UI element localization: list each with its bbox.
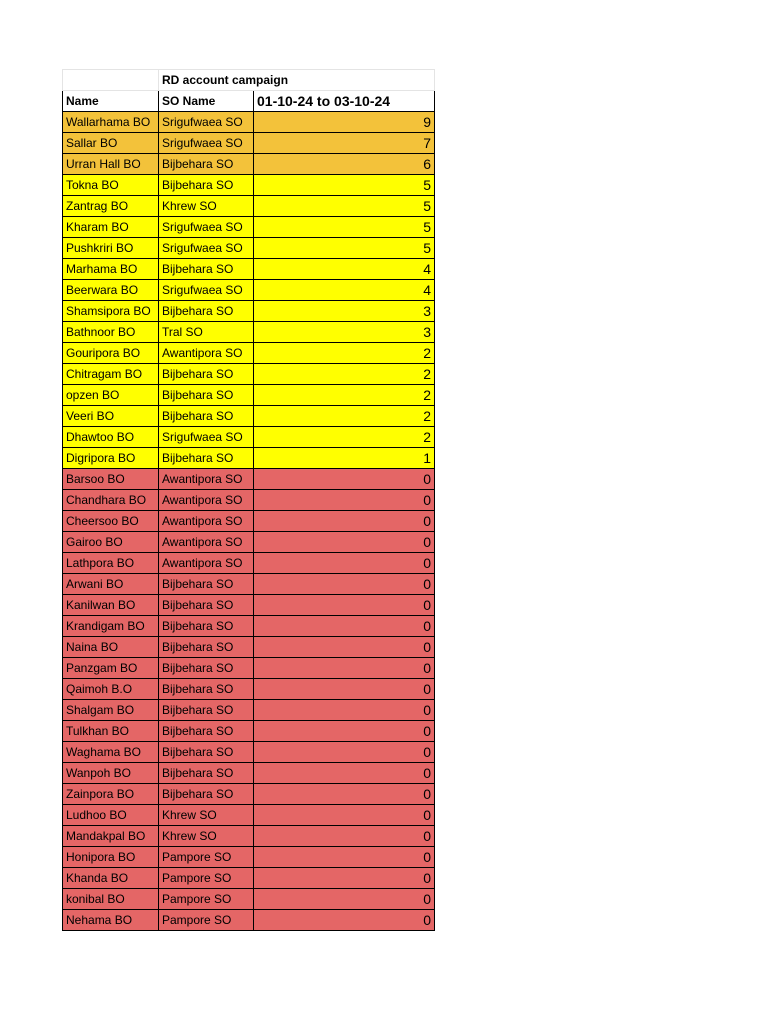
cell-value[interactable]: 0 bbox=[254, 784, 435, 805]
table-row bbox=[63, 175, 435, 196]
cell-value[interactable]: 4 bbox=[254, 259, 435, 280]
cell-name[interactable]: Shalgam BO bbox=[63, 700, 159, 721]
cell-value[interactable]: 0 bbox=[254, 700, 435, 721]
cell-so-name[interactable]: Awantipora SO bbox=[159, 343, 254, 364]
cell-name[interactable]: Shamsipora BO bbox=[63, 301, 159, 322]
table-row bbox=[63, 532, 435, 553]
table-row bbox=[63, 679, 435, 700]
cell-so-name[interactable]: Pampore SO bbox=[159, 847, 254, 868]
table-row bbox=[63, 616, 435, 637]
cell-name[interactable]: Kharam BO bbox=[63, 217, 159, 238]
cell-name[interactable]: Tulkhan BO bbox=[63, 721, 159, 742]
cell-name[interactable]: Ludhoo BO bbox=[63, 805, 159, 826]
cell-name[interactable]: Panzgam BO bbox=[63, 658, 159, 679]
cell-so-name[interactable]: Khrew SO bbox=[159, 826, 254, 847]
cell-name[interactable]: Gouripora BO bbox=[63, 343, 159, 364]
cell-name[interactable]: Wanpoh BO bbox=[63, 763, 159, 784]
table-row bbox=[63, 826, 435, 847]
cell-so-name[interactable]: Bijbehara SO bbox=[159, 364, 254, 385]
table-row bbox=[63, 721, 435, 742]
cell-name[interactable]: Beerwara BO bbox=[63, 280, 159, 301]
cell-so-name[interactable]: Khrew SO bbox=[159, 805, 254, 826]
table-row bbox=[63, 868, 435, 889]
table-row bbox=[63, 448, 435, 469]
cell-so-name[interactable]: Srigufwaea SO bbox=[159, 112, 254, 133]
cell-value[interactable]: 0 bbox=[254, 511, 435, 532]
table-row bbox=[63, 427, 435, 448]
cell-value[interactable]: 5 bbox=[254, 238, 435, 259]
table-row bbox=[63, 595, 435, 616]
cell-name[interactable]: Sallar BO bbox=[63, 133, 159, 154]
cell-so-name[interactable]: Pampore SO bbox=[159, 868, 254, 889]
cell-value[interactable]: 0 bbox=[254, 553, 435, 574]
table-row bbox=[63, 700, 435, 721]
cell-value[interactable]: 7 bbox=[254, 133, 435, 154]
cell-value[interactable]: 0 bbox=[254, 826, 435, 847]
cell-name[interactable]: Dhawtoo BO bbox=[63, 427, 159, 448]
cell-so-name[interactable]: Bijbehara SO bbox=[159, 616, 254, 637]
table-row bbox=[63, 364, 435, 385]
table-row bbox=[63, 112, 435, 133]
cell-name[interactable]: Chitragam BO bbox=[63, 364, 159, 385]
cell-name[interactable]: Veeri BO bbox=[63, 406, 159, 427]
cell-value[interactable]: 3 bbox=[254, 301, 435, 322]
table-row bbox=[63, 196, 435, 217]
cell-value[interactable]: 0 bbox=[254, 574, 435, 595]
cell-so-name[interactable]: Awantipora SO bbox=[159, 553, 254, 574]
cell-so-name[interactable]: Bijbehara SO bbox=[159, 679, 254, 700]
cell-value[interactable]: 2 bbox=[254, 343, 435, 364]
cell-value[interactable]: 6 bbox=[254, 154, 435, 175]
cell-value[interactable]: 0 bbox=[254, 805, 435, 826]
table-row bbox=[63, 574, 435, 595]
header-period[interactable]: 01-10-24 to 03-10-24 bbox=[254, 91, 435, 112]
cell-so-name[interactable]: Awantipora SO bbox=[159, 469, 254, 490]
cell-name[interactable]: Zainpora BO bbox=[63, 784, 159, 805]
table-row bbox=[63, 553, 435, 574]
cell-name[interactable]: Barsoo BO bbox=[63, 469, 159, 490]
cell-value[interactable]: 2 bbox=[254, 364, 435, 385]
cell-value[interactable]: 0 bbox=[254, 532, 435, 553]
cell-value[interactable]: 0 bbox=[254, 847, 435, 868]
cell-so-name[interactable]: Bijbehara SO bbox=[159, 658, 254, 679]
sheet-title[interactable]: RD account campaign bbox=[159, 70, 435, 91]
table-row bbox=[63, 889, 435, 910]
title-row bbox=[63, 70, 435, 91]
cell-value[interactable]: 0 bbox=[254, 679, 435, 700]
cell-value[interactable]: 2 bbox=[254, 385, 435, 406]
cell-name[interactable]: Mandakpal BO bbox=[63, 826, 159, 847]
cell-so-name[interactable]: Bijbehara SO bbox=[159, 763, 254, 784]
cell-name[interactable]: Kanilwan BO bbox=[63, 595, 159, 616]
cell-value[interactable]: 4 bbox=[254, 280, 435, 301]
cell-value[interactable]: 0 bbox=[254, 616, 435, 637]
cell-so-name[interactable]: Awantipora SO bbox=[159, 532, 254, 553]
cell-value[interactable]: 0 bbox=[254, 490, 435, 511]
cell-so-name[interactable]: Srigufwaea SO bbox=[159, 238, 254, 259]
table-row bbox=[63, 658, 435, 679]
cell-so-name[interactable]: Srigufwaea SO bbox=[159, 280, 254, 301]
cell-so-name[interactable]: Bijbehara SO bbox=[159, 721, 254, 742]
table-row bbox=[63, 490, 435, 511]
cell-name[interactable]: Wallarhama BO bbox=[63, 112, 159, 133]
table-row bbox=[63, 259, 435, 280]
table-row bbox=[63, 511, 435, 532]
title-empty-cell[interactable] bbox=[63, 70, 159, 91]
cell-value[interactable]: 0 bbox=[254, 595, 435, 616]
cell-value[interactable]: 0 bbox=[254, 868, 435, 889]
cell-name[interactable]: Chandhara BO bbox=[63, 490, 159, 511]
table-body bbox=[63, 70, 435, 931]
cell-so-name[interactable]: Bijbehara SO bbox=[159, 385, 254, 406]
cell-name[interactable]: Krandigam BO bbox=[63, 616, 159, 637]
cell-so-name[interactable]: Bijbehara SO bbox=[159, 175, 254, 196]
table-row bbox=[63, 343, 435, 364]
table-row bbox=[63, 133, 435, 154]
cell-value[interactable]: 5 bbox=[254, 217, 435, 238]
cell-value[interactable]: 0 bbox=[254, 721, 435, 742]
cell-so-name[interactable]: Bijbehara SO bbox=[159, 742, 254, 763]
cell-value[interactable]: 9 bbox=[254, 112, 435, 133]
cell-name[interactable]: Cheersoo BO bbox=[63, 511, 159, 532]
table-row bbox=[63, 805, 435, 826]
table-row bbox=[63, 637, 435, 658]
cell-value[interactable]: 0 bbox=[254, 910, 435, 931]
cell-name[interactable]: Nehama BO bbox=[63, 910, 159, 931]
cell-so-name[interactable]: Khrew SO bbox=[159, 196, 254, 217]
cell-name[interactable]: Tokna BO bbox=[63, 175, 159, 196]
header-name[interactable]: Name bbox=[63, 91, 159, 112]
cell-so-name[interactable]: Awantipora SO bbox=[159, 490, 254, 511]
cell-name[interactable]: Lathpora BO bbox=[63, 553, 159, 574]
cell-name[interactable]: Marhama BO bbox=[63, 259, 159, 280]
table-row bbox=[63, 847, 435, 868]
table-row bbox=[63, 763, 435, 784]
cell-name[interactable]: Arwani BO bbox=[63, 574, 159, 595]
cell-name[interactable]: Waghama BO bbox=[63, 742, 159, 763]
cell-so-name[interactable]: Bijbehara SO bbox=[159, 406, 254, 427]
table-row bbox=[63, 154, 435, 175]
cell-so-name[interactable]: Srigufwaea SO bbox=[159, 133, 254, 154]
cell-so-name[interactable]: Bijbehara SO bbox=[159, 301, 254, 322]
table-row bbox=[63, 217, 435, 238]
cell-name[interactable]: Qaimoh B.O bbox=[63, 679, 159, 700]
cell-so-name[interactable]: Bijbehara SO bbox=[159, 259, 254, 280]
cell-so-name[interactable]: Srigufwaea SO bbox=[159, 427, 254, 448]
cell-so-name[interactable]: Bijbehara SO bbox=[159, 154, 254, 175]
cell-so-name[interactable]: Bijbehara SO bbox=[159, 700, 254, 721]
cell-name[interactable]: Zantrag BO bbox=[63, 196, 159, 217]
cell-name[interactable]: Gairoo BO bbox=[63, 532, 159, 553]
cell-value[interactable]: 1 bbox=[254, 448, 435, 469]
cell-so-name[interactable]: Bijbehara SO bbox=[159, 595, 254, 616]
header-so-name[interactable]: SO Name bbox=[159, 91, 254, 112]
cell-name[interactable]: Digripora BO bbox=[63, 448, 159, 469]
cell-value[interactable]: 2 bbox=[254, 406, 435, 427]
table-row bbox=[63, 301, 435, 322]
cell-value[interactable]: 0 bbox=[254, 763, 435, 784]
cell-name[interactable]: Bathnoor BO bbox=[63, 322, 159, 343]
cell-so-name[interactable]: Awantipora SO bbox=[159, 511, 254, 532]
cell-so-name[interactable]: Bijbehara SO bbox=[159, 637, 254, 658]
cell-so-name[interactable]: Tral SO bbox=[159, 322, 254, 343]
cell-name[interactable]: Pushkriri BO bbox=[63, 238, 159, 259]
cell-value[interactable]: 2 bbox=[254, 427, 435, 448]
cell-so-name[interactable]: Bijbehara SO bbox=[159, 448, 254, 469]
cell-value[interactable]: 0 bbox=[254, 469, 435, 490]
cell-name[interactable]: konibal BO bbox=[63, 889, 159, 910]
cell-value[interactable]: 5 bbox=[254, 175, 435, 196]
table-row bbox=[63, 385, 435, 406]
cell-value[interactable]: 3 bbox=[254, 322, 435, 343]
cell-name[interactable]: Khanda BO bbox=[63, 868, 159, 889]
table-row bbox=[63, 238, 435, 259]
table-row bbox=[63, 784, 435, 805]
cell-value[interactable]: 0 bbox=[254, 637, 435, 658]
header-row bbox=[63, 91, 435, 112]
cell-name[interactable]: opzen BO bbox=[63, 385, 159, 406]
cell-value[interactable]: 0 bbox=[254, 658, 435, 679]
table-row bbox=[63, 406, 435, 427]
cell-so-name[interactable]: Bijbehara SO bbox=[159, 574, 254, 595]
cell-name[interactable]: Naina BO bbox=[63, 637, 159, 658]
table-row bbox=[63, 742, 435, 763]
cell-value[interactable]: 0 bbox=[254, 742, 435, 763]
cell-so-name[interactable]: Pampore SO bbox=[159, 889, 254, 910]
cell-value[interactable]: 0 bbox=[254, 889, 435, 910]
table-row bbox=[63, 910, 435, 931]
table-row bbox=[63, 280, 435, 301]
cell-so-name[interactable]: Bijbehara SO bbox=[159, 784, 254, 805]
cell-so-name[interactable]: Pampore SO bbox=[159, 910, 254, 931]
cell-so-name[interactable]: Srigufwaea SO bbox=[159, 217, 254, 238]
table-row bbox=[63, 469, 435, 490]
cell-name[interactable]: Urran Hall BO bbox=[63, 154, 159, 175]
rd-campaign-table bbox=[62, 69, 435, 931]
cell-name[interactable]: Honipora BO bbox=[63, 847, 159, 868]
table-row bbox=[63, 322, 435, 343]
cell-value[interactable]: 5 bbox=[254, 196, 435, 217]
